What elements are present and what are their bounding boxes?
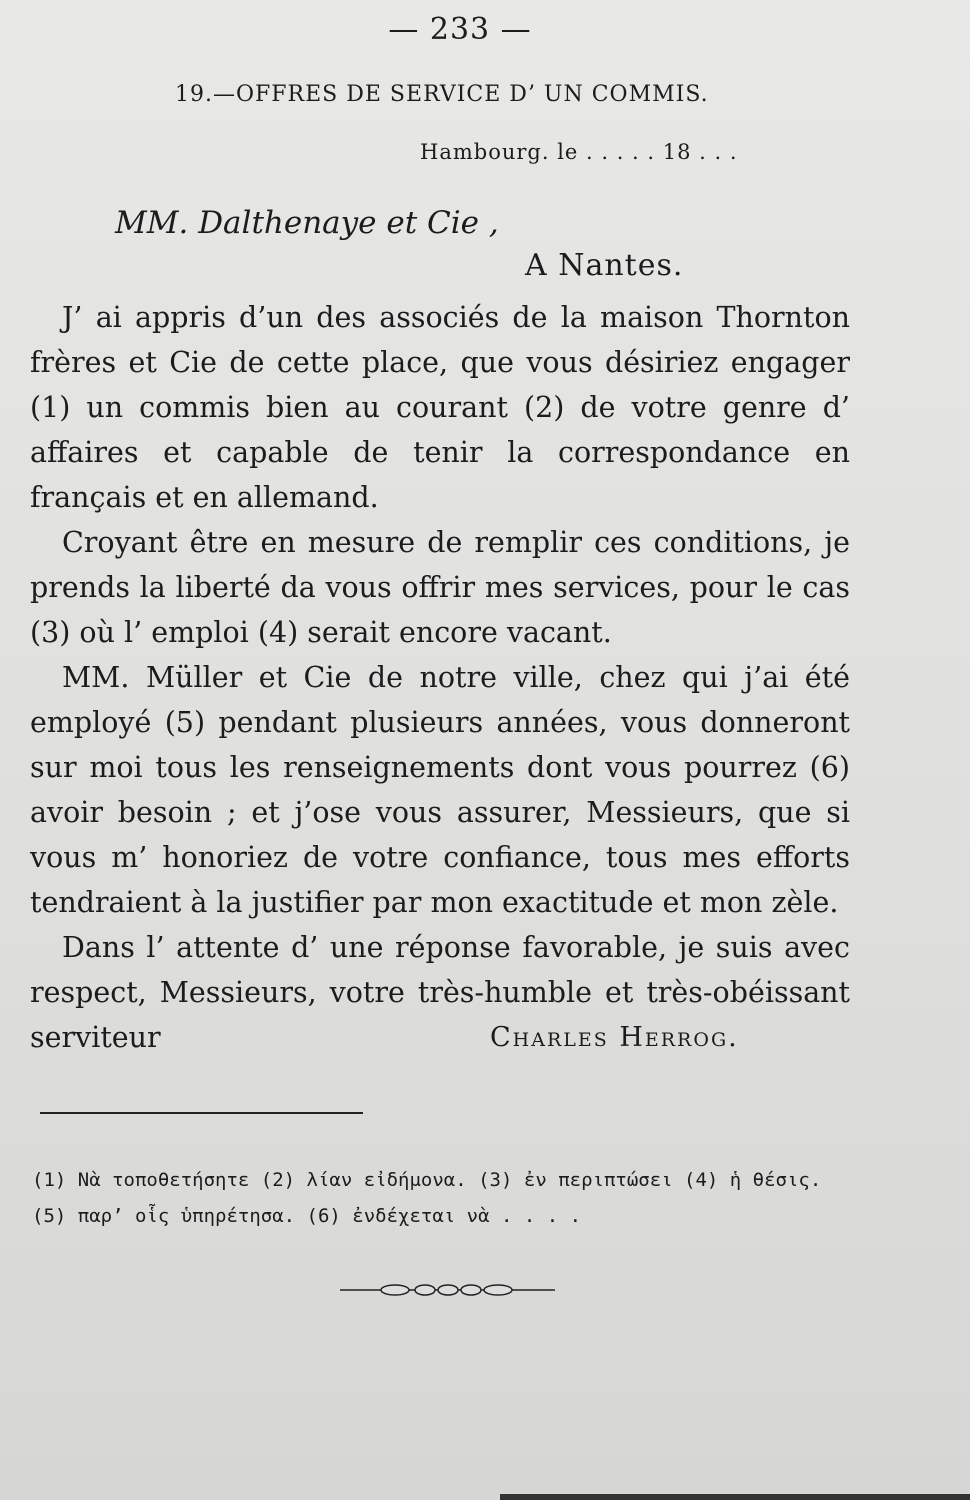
paragraph: J’ ai appris d’un des associés de la maison Thornton frères et Cie de cette place, que vous désiriez engager (1) un commis bien au courant (2) de votre genre d’ affaires et capable de tenir la correspondance en français et en allemand. — [30, 301, 850, 514]
footnote-rule — [40, 1112, 363, 1114]
paragraph: MM. Müller et Cie de notre ville, chez qui j’ai été employé (5) pendant plusieurs années, vous donneront sur moi tous les renseignements dont vous pourrez (6) avoir besoin ; et j’ose vous assurer, Messieurs, que si vous m’ honoriez de votre confiance, tous mes efforts tendraient à la justifier par mon exactitude et mon zèle. — [30, 661, 850, 919]
addressee-city: A Nantes. — [525, 248, 684, 283]
addressee: MM. Dalthenaye et Cie , — [115, 205, 499, 241]
footnote-line: (1) Νὰ τοποθετήσητε (2) λίαν εἰδήμονα. (3) ἐν περιπτώσει (4) ἡ θέσις. — [32, 1169, 822, 1191]
dateline: Hambourg. le . . . . . 18 . . . — [420, 140, 738, 164]
paragraph: Dans l’ attente d’ une réponse favorable, je suis avec respect, Messieurs, votre très-humble et très-obéissant serviteur — [30, 931, 850, 1054]
paragraph: Croyant être en mesure de remplir ces conditions, je prends la liberté da vous offrir mes services, pour le cas (3) où l’ emploi (4) serait encore vacant. — [30, 526, 850, 649]
footnote-line: (5) παρ’ οἷς ὑπηρέτησα. (6) ἐνδέχεται νὰ . . . . — [32, 1205, 582, 1227]
section-heading: 19.—OFFRES DE SERVICE D’ UN COMMIS. — [175, 82, 709, 107]
footnotes — [32, 1162, 882, 1234]
letter-body — [30, 295, 850, 1060]
scan-edge — [500, 1494, 970, 1500]
ornament-divider-icon — [340, 1282, 555, 1298]
page-number: — 233 — — [388, 12, 532, 47]
signature: Charles Herrog. — [490, 1022, 739, 1053]
